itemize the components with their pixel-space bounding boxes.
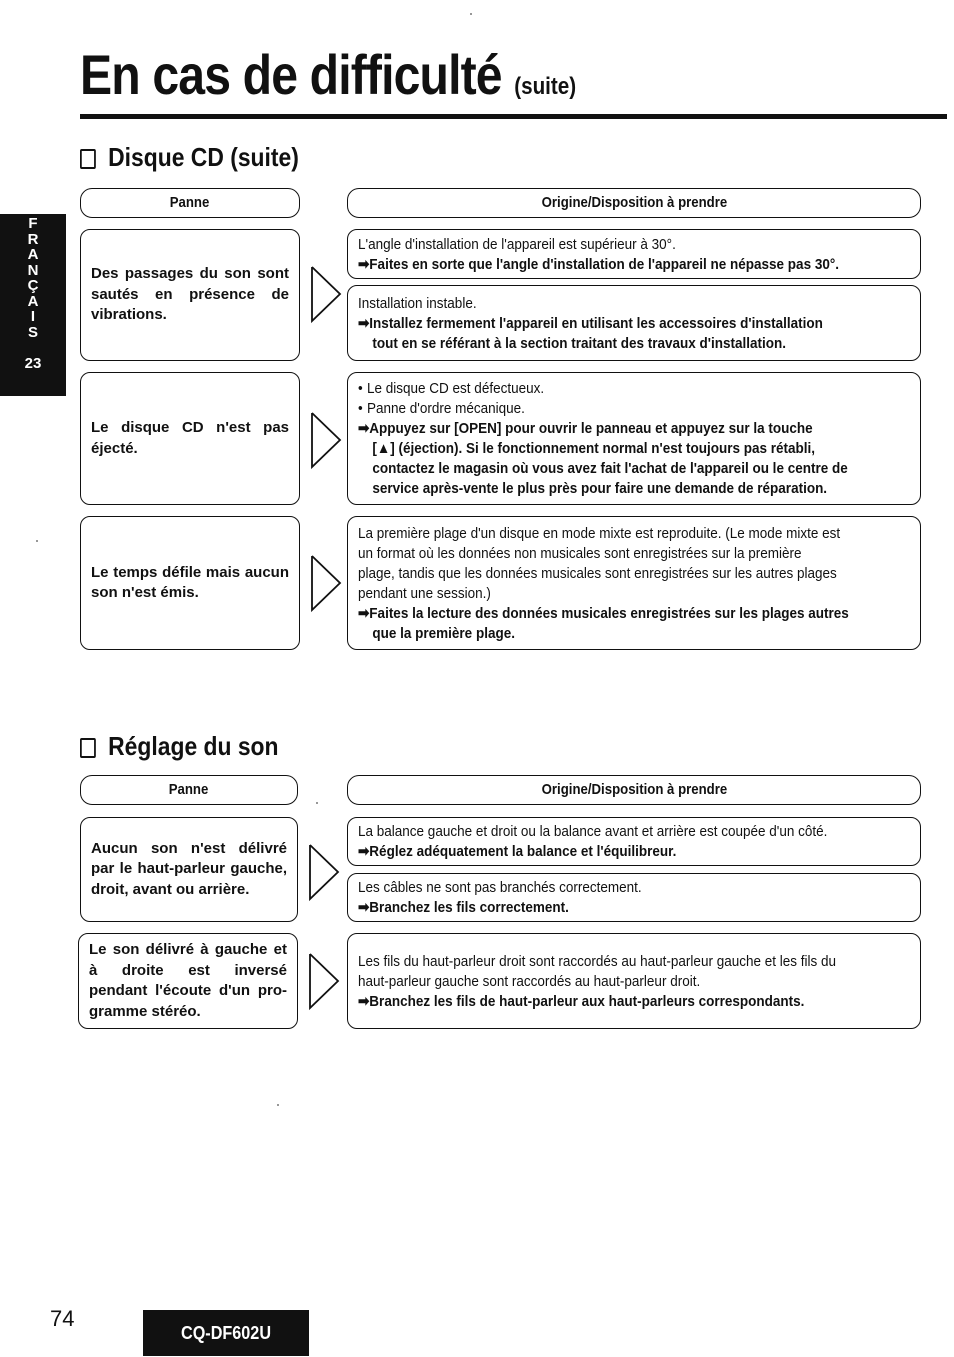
model-label: CQ-DF602U	[180, 1323, 272, 1343]
header-origine-label: Origine/Disposition à prendre	[541, 194, 727, 211]
remedy-text: tout en se référant à la section traitant des travaux d'installation.	[372, 334, 786, 352]
section-title-son	[80, 731, 279, 762]
checkbox-square-icon	[80, 738, 96, 758]
cause-text: Les câbles ne sont pas branchés correctement.	[358, 879, 642, 896]
cause-box	[347, 285, 921, 361]
page-title	[80, 40, 576, 122]
cause-text: La balance gauche et droit ou la balance avant et arrière est coupée d'un côté.	[358, 823, 828, 840]
problem-box	[80, 817, 298, 922]
language-letter: A	[27, 292, 39, 310]
remedy-text: ➡Faites la lecture des données musicales enregistrées sur les plages autres	[358, 604, 849, 622]
remedy-text: ➡Installez fermement l'appareil en utilisant les accessoires d'installation	[358, 314, 823, 332]
print-speck	[316, 802, 318, 804]
cause-text: haut-parleur gauche sont raccordés au haut-parleur droit.	[358, 972, 701, 990]
remedy-text: contactez le magasin où vous avez fait l'achat de l'appareil ou le centre de	[372, 460, 848, 477]
page-number: 74	[50, 1306, 75, 1331]
header-panne-label: Panne	[169, 781, 209, 798]
problem-text: Aucun son n'est délivré par le haut-parleur gauche, droit, avant ou arrière.	[91, 839, 287, 898]
arrow-right-icon	[309, 553, 343, 613]
cause-text: pendant une session.)	[358, 584, 491, 602]
page-title-text: En cas de difficulté	[80, 43, 502, 106]
remedy-text: service après-vente le plus près pour faire une demande de réparation.	[372, 480, 828, 497]
problem-text: Des passages du son sont sautés en présence de vibrations.	[91, 265, 289, 324]
cause-text: un format où les données non musicales sont enregistrées sur la première	[358, 544, 802, 562]
arrow-right-icon	[307, 951, 341, 1011]
cause-text: L'angle d'installation de l'appareil est supérieur à 30°.	[358, 235, 676, 253]
print-speck	[277, 1104, 279, 1106]
print-speck	[36, 540, 38, 542]
arrow-right-icon	[309, 410, 343, 470]
remedy-text: ➡Appuyez sur [OPEN] pour ouvrir le panneau et appuyez sur la touche	[358, 420, 813, 437]
cause-box	[347, 516, 921, 650]
cause-box	[347, 229, 921, 279]
problem-text: Le son délivré à gauche et à droite est inversé pendant l'écoute d'un pro-gramme stéréo.	[89, 941, 287, 1020]
header-origine	[347, 188, 921, 218]
language-letter: A	[27, 246, 39, 263]
header-origine	[347, 775, 921, 805]
language-letter: F	[28, 215, 38, 232]
checkbox-square-icon	[80, 149, 96, 169]
cause-text: Installation instable.	[358, 294, 477, 312]
language-tab-page: 23	[24, 355, 42, 372]
bullet-icon: •	[358, 400, 363, 417]
section-title-text: Disque CD (suite)	[108, 142, 299, 172]
language-letter: R	[27, 230, 39, 248]
remedy-text: ➡Branchez les fils de haut-parleur aux haut-parleurs correspondants.	[358, 992, 805, 1010]
arrow-right-icon	[309, 264, 343, 324]
cause-text: Les fils du haut-parleur droit sont raccordés au haut-parleur gauche et les fils du	[358, 952, 837, 970]
problem-box	[80, 229, 300, 361]
language-letter: S	[27, 323, 38, 341]
remedy-text: ➡Réglez adéquatement la balance et l'équilibreur.	[358, 843, 677, 860]
problem-text: Le disque CD n'est pas éjecté.	[91, 419, 289, 457]
cause-box	[347, 873, 921, 922]
bullet-icon: •	[358, 380, 363, 397]
language-tab	[0, 214, 66, 396]
remedy-text: ➡Branchez les fils correctement.	[358, 899, 569, 916]
language-letter: I	[30, 308, 36, 325]
problem-box	[80, 372, 300, 505]
remedy-text: [▲] (éjection). Si le fonctionnement normal n'est toujours pas rétabli,	[372, 440, 816, 457]
print-speck	[470, 13, 472, 15]
model-badge	[143, 1310, 309, 1356]
remedy-text: ➡Faites en sorte que l'angle d'installation de l'appareil ne népasse pas 30°.	[358, 255, 839, 273]
page-title-suffix: (suite)	[514, 73, 577, 100]
cause-box	[347, 933, 921, 1029]
problem-box	[78, 933, 298, 1029]
cause-text: plage, tandis que les données musicales sont enregistrées sur les autres plages	[358, 564, 837, 582]
problem-box	[80, 516, 300, 650]
section-title-cd	[80, 142, 299, 173]
header-panne	[80, 775, 298, 805]
header-panne-label: Panne	[170, 194, 210, 211]
cause-text: La première plage d'un disque en mode mixte est reproduite. (Le mode mixte est	[358, 524, 841, 542]
cause-box	[347, 817, 921, 866]
header-panne	[80, 188, 300, 218]
title-rule	[80, 114, 947, 119]
remedy-text: que la première plage.	[372, 624, 515, 642]
header-origine-label: Origine/Disposition à prendre	[541, 781, 727, 798]
section-title-text: Réglage du son	[108, 731, 279, 761]
cause-text: Le disque CD est défectueux.	[367, 380, 545, 397]
problem-text: Le temps défile mais aucun son n'est émis.	[91, 563, 289, 601]
arrow-right-icon	[307, 842, 341, 902]
language-letter: Ç	[27, 277, 39, 294]
cause-box	[347, 372, 921, 505]
cause-text: Panne d'ordre mécanique.	[367, 400, 525, 417]
language-letter: N	[27, 261, 39, 279]
